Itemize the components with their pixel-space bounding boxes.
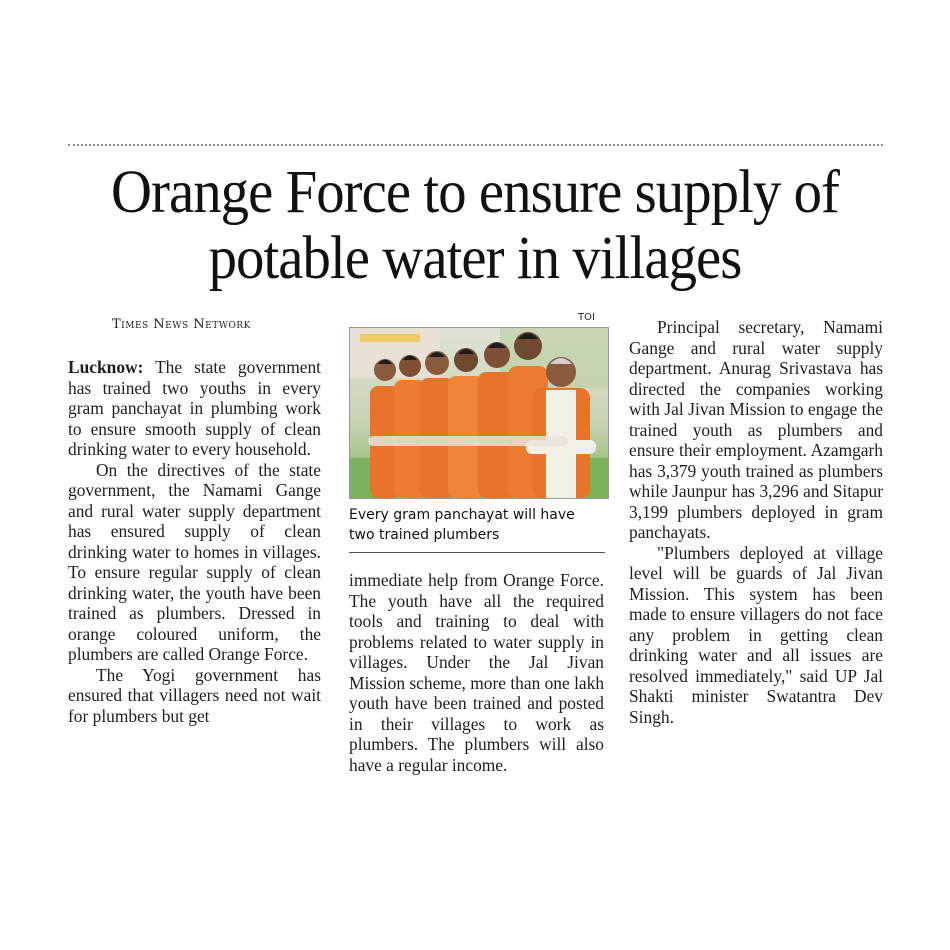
paragraph: The Yogi government has ensured that villagers need not wait for plumbers but get — [68, 664, 321, 726]
column-2 — [349, 570, 604, 775]
top-divider — [68, 144, 883, 146]
photo-caption: Every gram panchayat will have two trained plumbers — [349, 507, 575, 543]
paragraph: "Plumbers deployed at village level will be guards of Jal Jivan Mission. This system has been made to ensure villagers do not face any problem in getting clean drinking water and all issues are resolved immediately," said UP Jal Shakti minister Swatantra Dev Singh. — [629, 542, 883, 727]
paragraph: immediate help from Orange Force. The youth have all the required tools and training to deal with problems related to water supply in villages. Under the Jal Jivan Mission scheme, more than one lakh youth have been trained and posted in their villages to work as plumbers. The plumbers will also have a regular income. — [349, 570, 605, 775]
news-photo — [349, 327, 609, 499]
plumbers-group-illustration — [350, 328, 608, 498]
caption-divider — [349, 552, 605, 553]
headline: Orange Force to ensure supply of potable water in villages — [110, 159, 840, 292]
column-3 — [629, 317, 883, 727]
byline: Times News Network — [112, 317, 251, 332]
photo-credit: TOI — [578, 312, 595, 323]
paragraph — [68, 357, 321, 460]
paragraph: On the directives of the state government, the Namami Gange and rural water supply department has ensured supply of clean drinking water to homes in villages. To ensure regular supply of clean drinking water, the youth have been trained as plumbers. Dressed in orange coloured uniform, the plumbers are called Orange Force. — [68, 459, 321, 664]
paragraph: Principal secretary, Namami Gange and rural water supply department. Anurag Srivastava has directed the companies working with Jal Jivan Mission to engage the trained youth as plumbers and ensure their employment. Azamgarh has 3,379 youth trained as plumbers while Jaunpur has 3,296 and Sitapur 3,199 plumbers deployed in gram panchayats. — [629, 317, 883, 542]
dateline: Lucknow: — [68, 357, 144, 377]
column-1 — [68, 357, 321, 726]
paragraph-text: The state government has trained two youths in every gram panchayat in plumbing work to ensure smooth supply of clean drinking water to every household. — [68, 357, 321, 459]
